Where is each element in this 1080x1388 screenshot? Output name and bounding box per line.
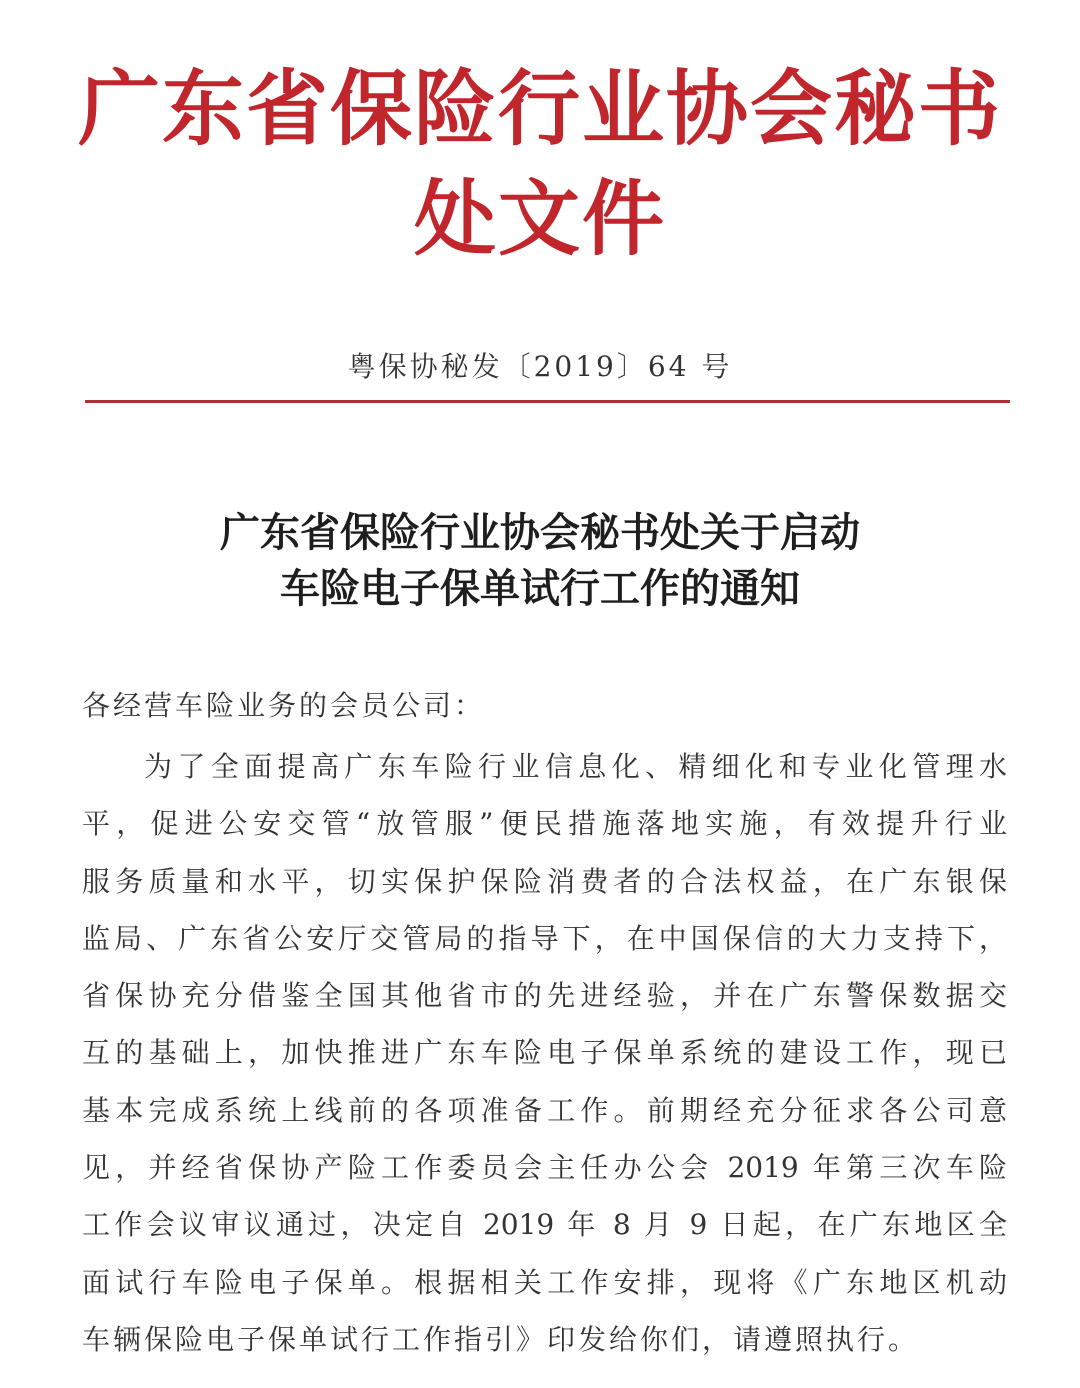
body-line: 监局、广东省公安厅交管局的指导下，在中国保信的大力支持下， — [82, 921, 1007, 955]
body-line: 为了全面提高广东车险行业信息化、精细化和专业化管理水 — [144, 750, 1007, 783]
document-title — [0, 505, 1080, 617]
title-line: 广东省保险行业协会秘书处关于启动 — [220, 510, 860, 556]
red-divider-line — [85, 400, 1010, 403]
body-line: 互的基础上，加快推进广东车险电子保单系统的建设工作，现已 — [82, 1036, 1007, 1070]
body-line: 服务质量和水平，切实保护保险消费者的合法权益，在广东银保 — [82, 864, 1007, 898]
document-number: 粤保协秘发〔2019〕64 号 — [347, 350, 733, 383]
body-line: 面试行车险电子保单。根据相关工作安排，现将《广东地区机动 — [82, 1265, 1007, 1299]
body-line: 省保协充分借鉴全国其他省市的先进经验，并在广东警保数据交 — [82, 979, 1007, 1013]
body-line: 平，促进公安交管“放管服”便民措施落地实施，有效提升行业 — [82, 807, 1007, 841]
body-line: 基本完成系统上线前的各项准备工作。前期经充分征求各公司意 — [82, 1093, 1007, 1127]
body-paragraph — [82, 738, 1007, 1368]
body-line: 工作会议审议通过，决定自 2019 年 8 月 9 日起，在广东地区全 — [82, 1208, 1007, 1242]
salutation: 各经营车险业务的会员公司： — [82, 689, 486, 722]
document-masthead: 广东省保险行业协会秘书处文件 — [77, 62, 1002, 267]
body-line: 车辆保险电子保单试行工作指引》印发给你们，请遵照执行。 — [82, 1322, 920, 1356]
title-line: 车险电子保单试行工作的通知 — [280, 566, 800, 612]
body-line: 见，并经省保协产险工作委员会主任办公会 2019 年第三次车险 — [82, 1151, 1007, 1185]
